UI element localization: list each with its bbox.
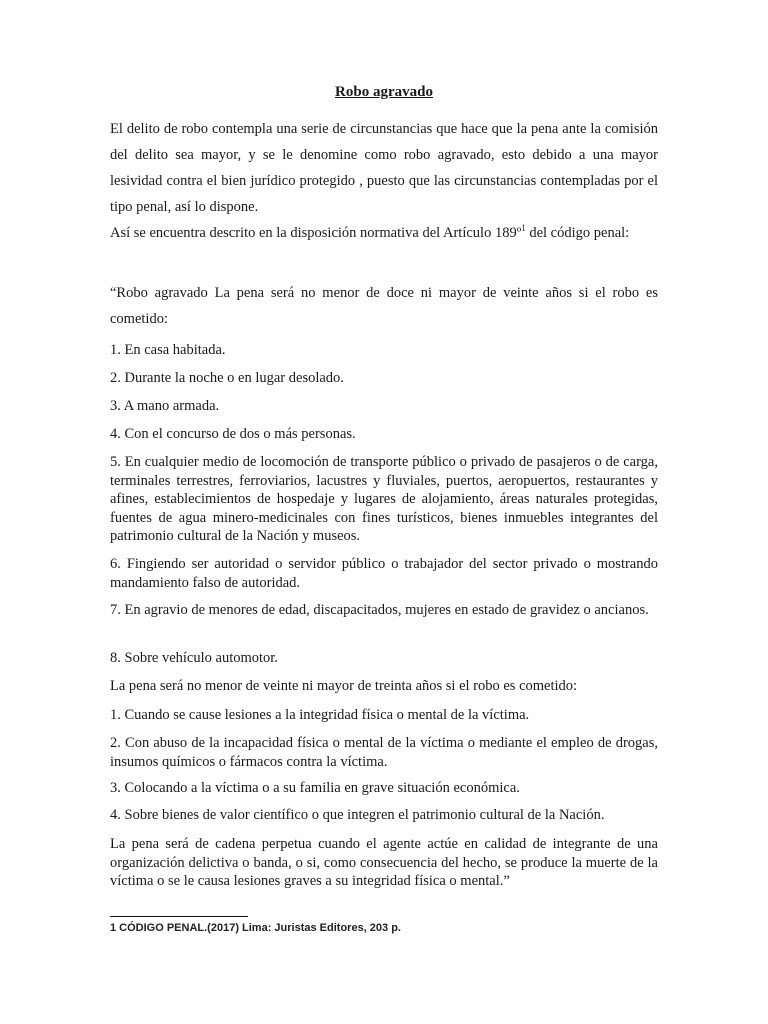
list1-item: 2. Durante la noche o en lugar desolado. (110, 370, 344, 386)
closing-paragraph: La pena será de cadena perpetua cuando el agente actúe en calidad de integrante de una organización delictiva o banda, o si, como consecuencia del hecho, se produce la muerte de la víctima o se le causa lesiones graves a su integridad física o mental.” (110, 836, 658, 889)
article-intro-text: Así se encuentra descrito en la disposición normativa del Artículo 189º (110, 225, 522, 241)
list1-item: 5. En cualquier medio de locomoción de transporte público o privado de pasajeros o de carga, terminales terrestres, ferroviarios, lacustres y fluviales, puertos, aeropuertos, restaurantes y afines, establecimientos de hospedaje y lugares de alojamiento, áreas naturales protegidas, fuentes de agua minero-medicinales con fines turísticos, bienes inmuebles integrantes del patrimonio cultural de la Nación y museos. (110, 454, 658, 544)
list1-item: 6. Fingiendo ser autoridad o servidor público o trabajador del sector privado o mostrando mandamiento falso de autoridad. (110, 556, 658, 591)
footnote-divider (110, 916, 248, 917)
list2-item: 1. Cuando se cause lesiones a la integridad física o mental de la víctima. (110, 707, 530, 723)
quote-opening: “Robo agravado La pena será no menor de doce ni mayor de veinte años si el robo es cometido: (110, 285, 658, 327)
second-tier-paragraph: La pena será no menor de veinte ni mayor de treinta años si el robo es cometido: (110, 678, 578, 694)
list1-item: 7. En agravio de menores de edad, discapacitados, mujeres en estado de gravidez o ancianos. (110, 602, 649, 618)
footnote: 1 CÓDIGO PENAL.(2017) Lima: Juristas Editores, 203 p. (110, 922, 401, 934)
list1-item: 8. Sobre vehículo automotor. (110, 650, 278, 666)
list2-item: 3. Colocando a la víctima o a su familia en grave situación económica. (110, 780, 520, 796)
list1-item: 4. Con el concurso de dos o más personas. (110, 426, 356, 442)
intro-paragraph: El delito de robo contempla una serie de circunstancias que hace que la pena ante la comisión del delito sea mayor, y se le denomine como robo agravado, esto debido a una mayor lesividad contra el bien jurídico protegido , puesto que las circunstancias contempladas por el tipo penal, así lo dispone. (110, 121, 658, 215)
article-intro-paragraph (110, 220, 658, 246)
document-title: Robo agravado (335, 84, 433, 100)
article-intro-tail: del código penal: (525, 225, 630, 241)
list1-item: 3. A mano armada. (110, 398, 220, 414)
list2-item: 4. Sobre bienes de valor científico o que integren el patrimonio cultural de la Nación. (110, 807, 605, 823)
footnote-ref: 1 (521, 223, 526, 234)
list1-item: 1. En casa habitada. (110, 342, 226, 358)
list2-item: 2. Con abuso de la incapacidad física o mental de la víctima o mediante el empleo de drogas, insumos químicos o fármacos contra la víctima. (110, 735, 658, 770)
